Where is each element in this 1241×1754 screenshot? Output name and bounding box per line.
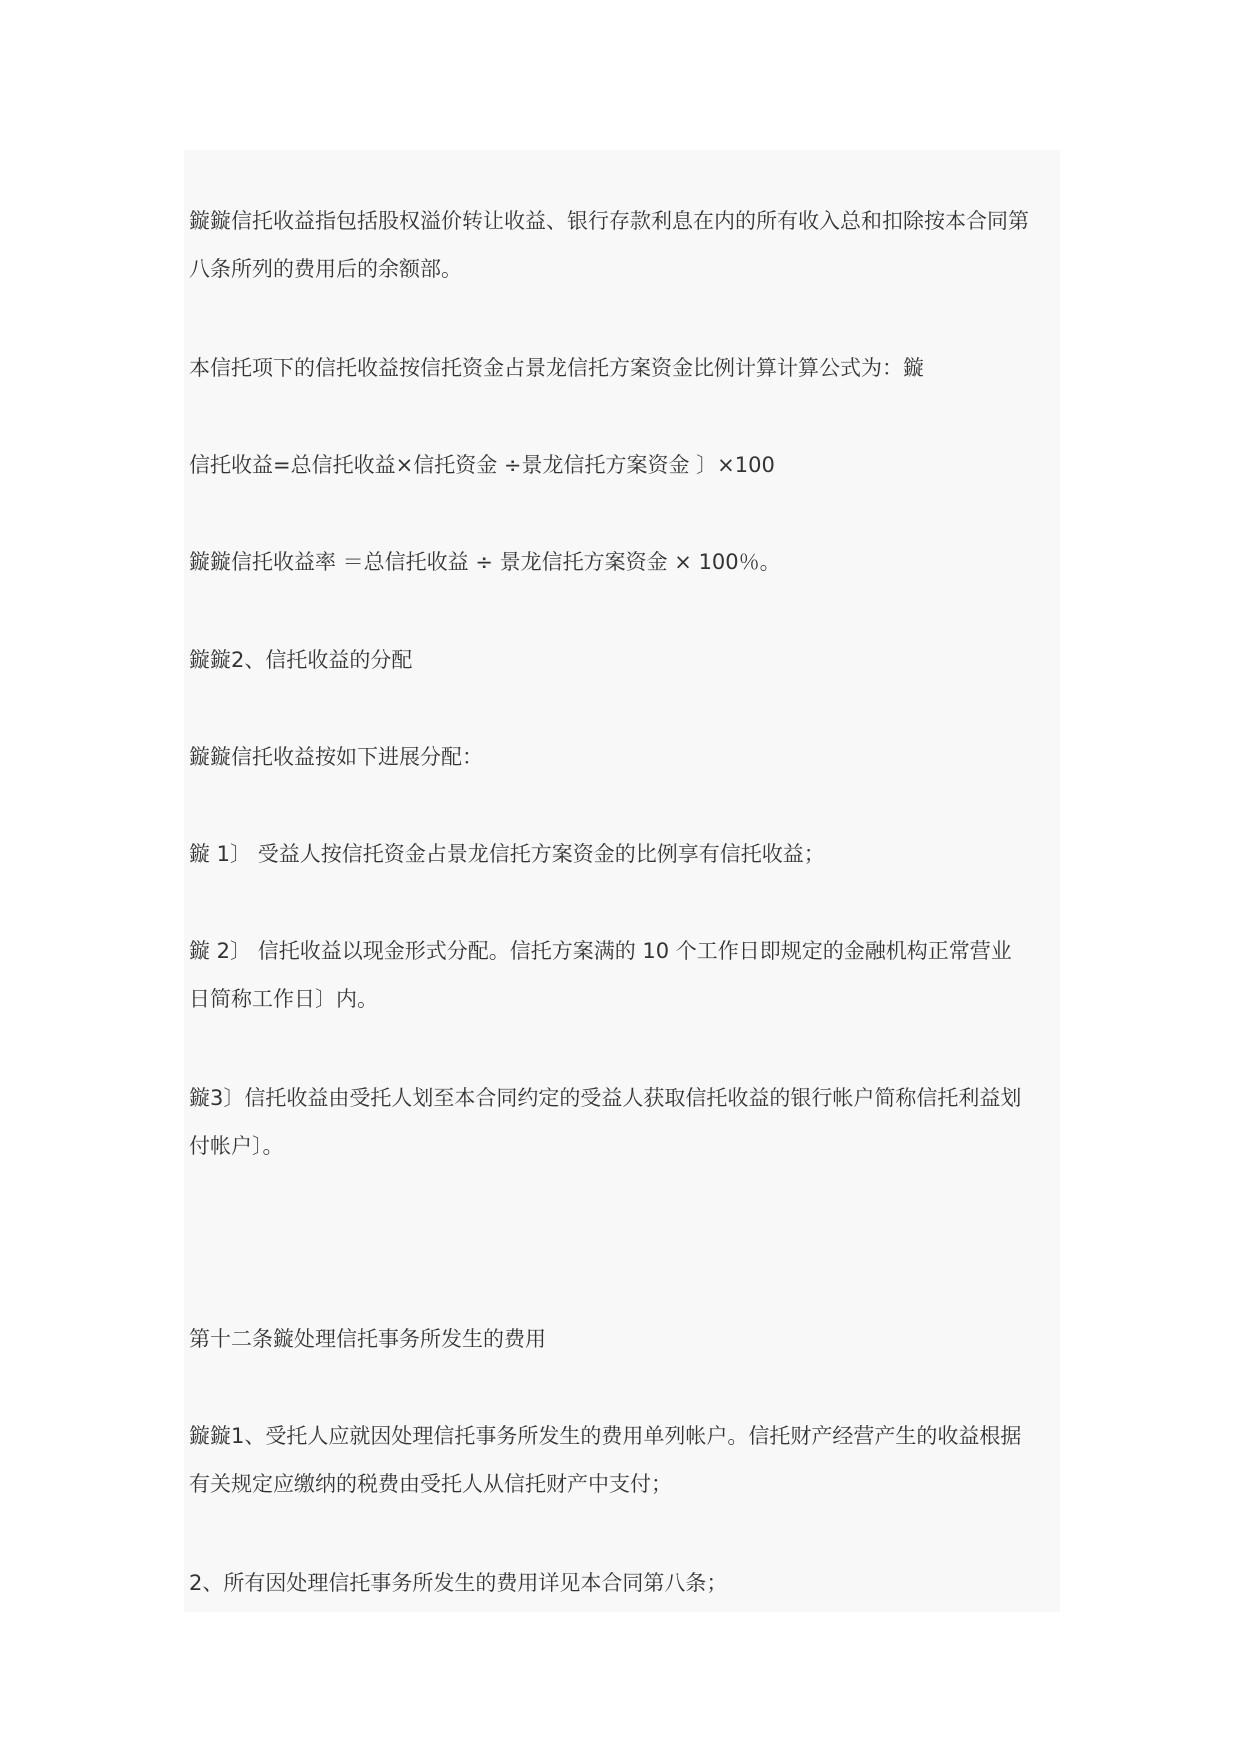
text-line: 有关规定应缴纳的税费由受托人从信托财产中支付； — [189, 1472, 672, 1496]
text-line: 信托收益=总信托收益×信托资金 ÷景龙信托方案资金 〕×100 — [189, 453, 775, 477]
text-line: 第十二条鏇处理信托事务所发生的费用 — [189, 1327, 546, 1351]
text-line: 八条所列的费用后的余额部。 — [189, 257, 462, 281]
article-12-heading — [189, 1315, 1059, 1363]
paragraph-trust-income-definition — [189, 197, 1059, 293]
paragraph-income-formula — [189, 441, 1059, 489]
text-line: 鏇鏇2、信托收益的分配 — [189, 648, 413, 672]
paragraph-distribution-intro — [189, 733, 1059, 781]
text-line: 鏇 2〕 信托收益以现金形式分配。信托方案满的 10 个工作日即规定的金融机构正常营业 — [189, 939, 1012, 963]
list-item-2 — [189, 927, 1059, 1023]
paragraph-expense-reference — [189, 1559, 1059, 1607]
text-line: 日简称工作日〕内。 — [189, 987, 378, 1011]
list-item-1 — [189, 830, 1059, 878]
paragraph-expense-account — [189, 1412, 1059, 1508]
text-line: 鏇3〕信托收益由受托人划至本合同约定的受益人获取信托收益的银行帐户简称信托利益划 — [189, 1086, 1022, 1110]
paragraph-income-calculation — [189, 344, 1059, 392]
text-line: 2、所有因处理信托事务所发生的费用详见本合同第八条； — [189, 1571, 728, 1595]
text-line: 鏇 1〕 受益人按信托资金占景龙信托方案资金的比例享有信托收益； — [189, 842, 825, 866]
paragraph-income-rate-formula — [189, 538, 1059, 586]
section-heading-distribution — [189, 636, 1059, 684]
text-line: 本信托项下的信托收益按信托资金占景龙信托方案资金比例计算计算公式为：鏇 — [189, 356, 924, 380]
text-line: 付帐户〕。 — [189, 1134, 284, 1158]
list-item-3 — [189, 1074, 1059, 1170]
text-line: 鏇鏇1、受托人应就因处理信托事务所发生的费用单列帐户。信托财产经营产生的收益根据 — [189, 1424, 1022, 1448]
text-line: 鏇鏇信托收益指包括股权溢价转让收益、银行存款利息在内的所有收入总和扣除按本合同第 — [189, 209, 1029, 233]
text-line: 鏇鏇信托收益率 ＝总信托收益 ÷ 景龙信托方案资金 × 100％。 — [189, 550, 781, 574]
text-line: 鏇鏇信托收益按如下进展分配： — [189, 745, 483, 769]
